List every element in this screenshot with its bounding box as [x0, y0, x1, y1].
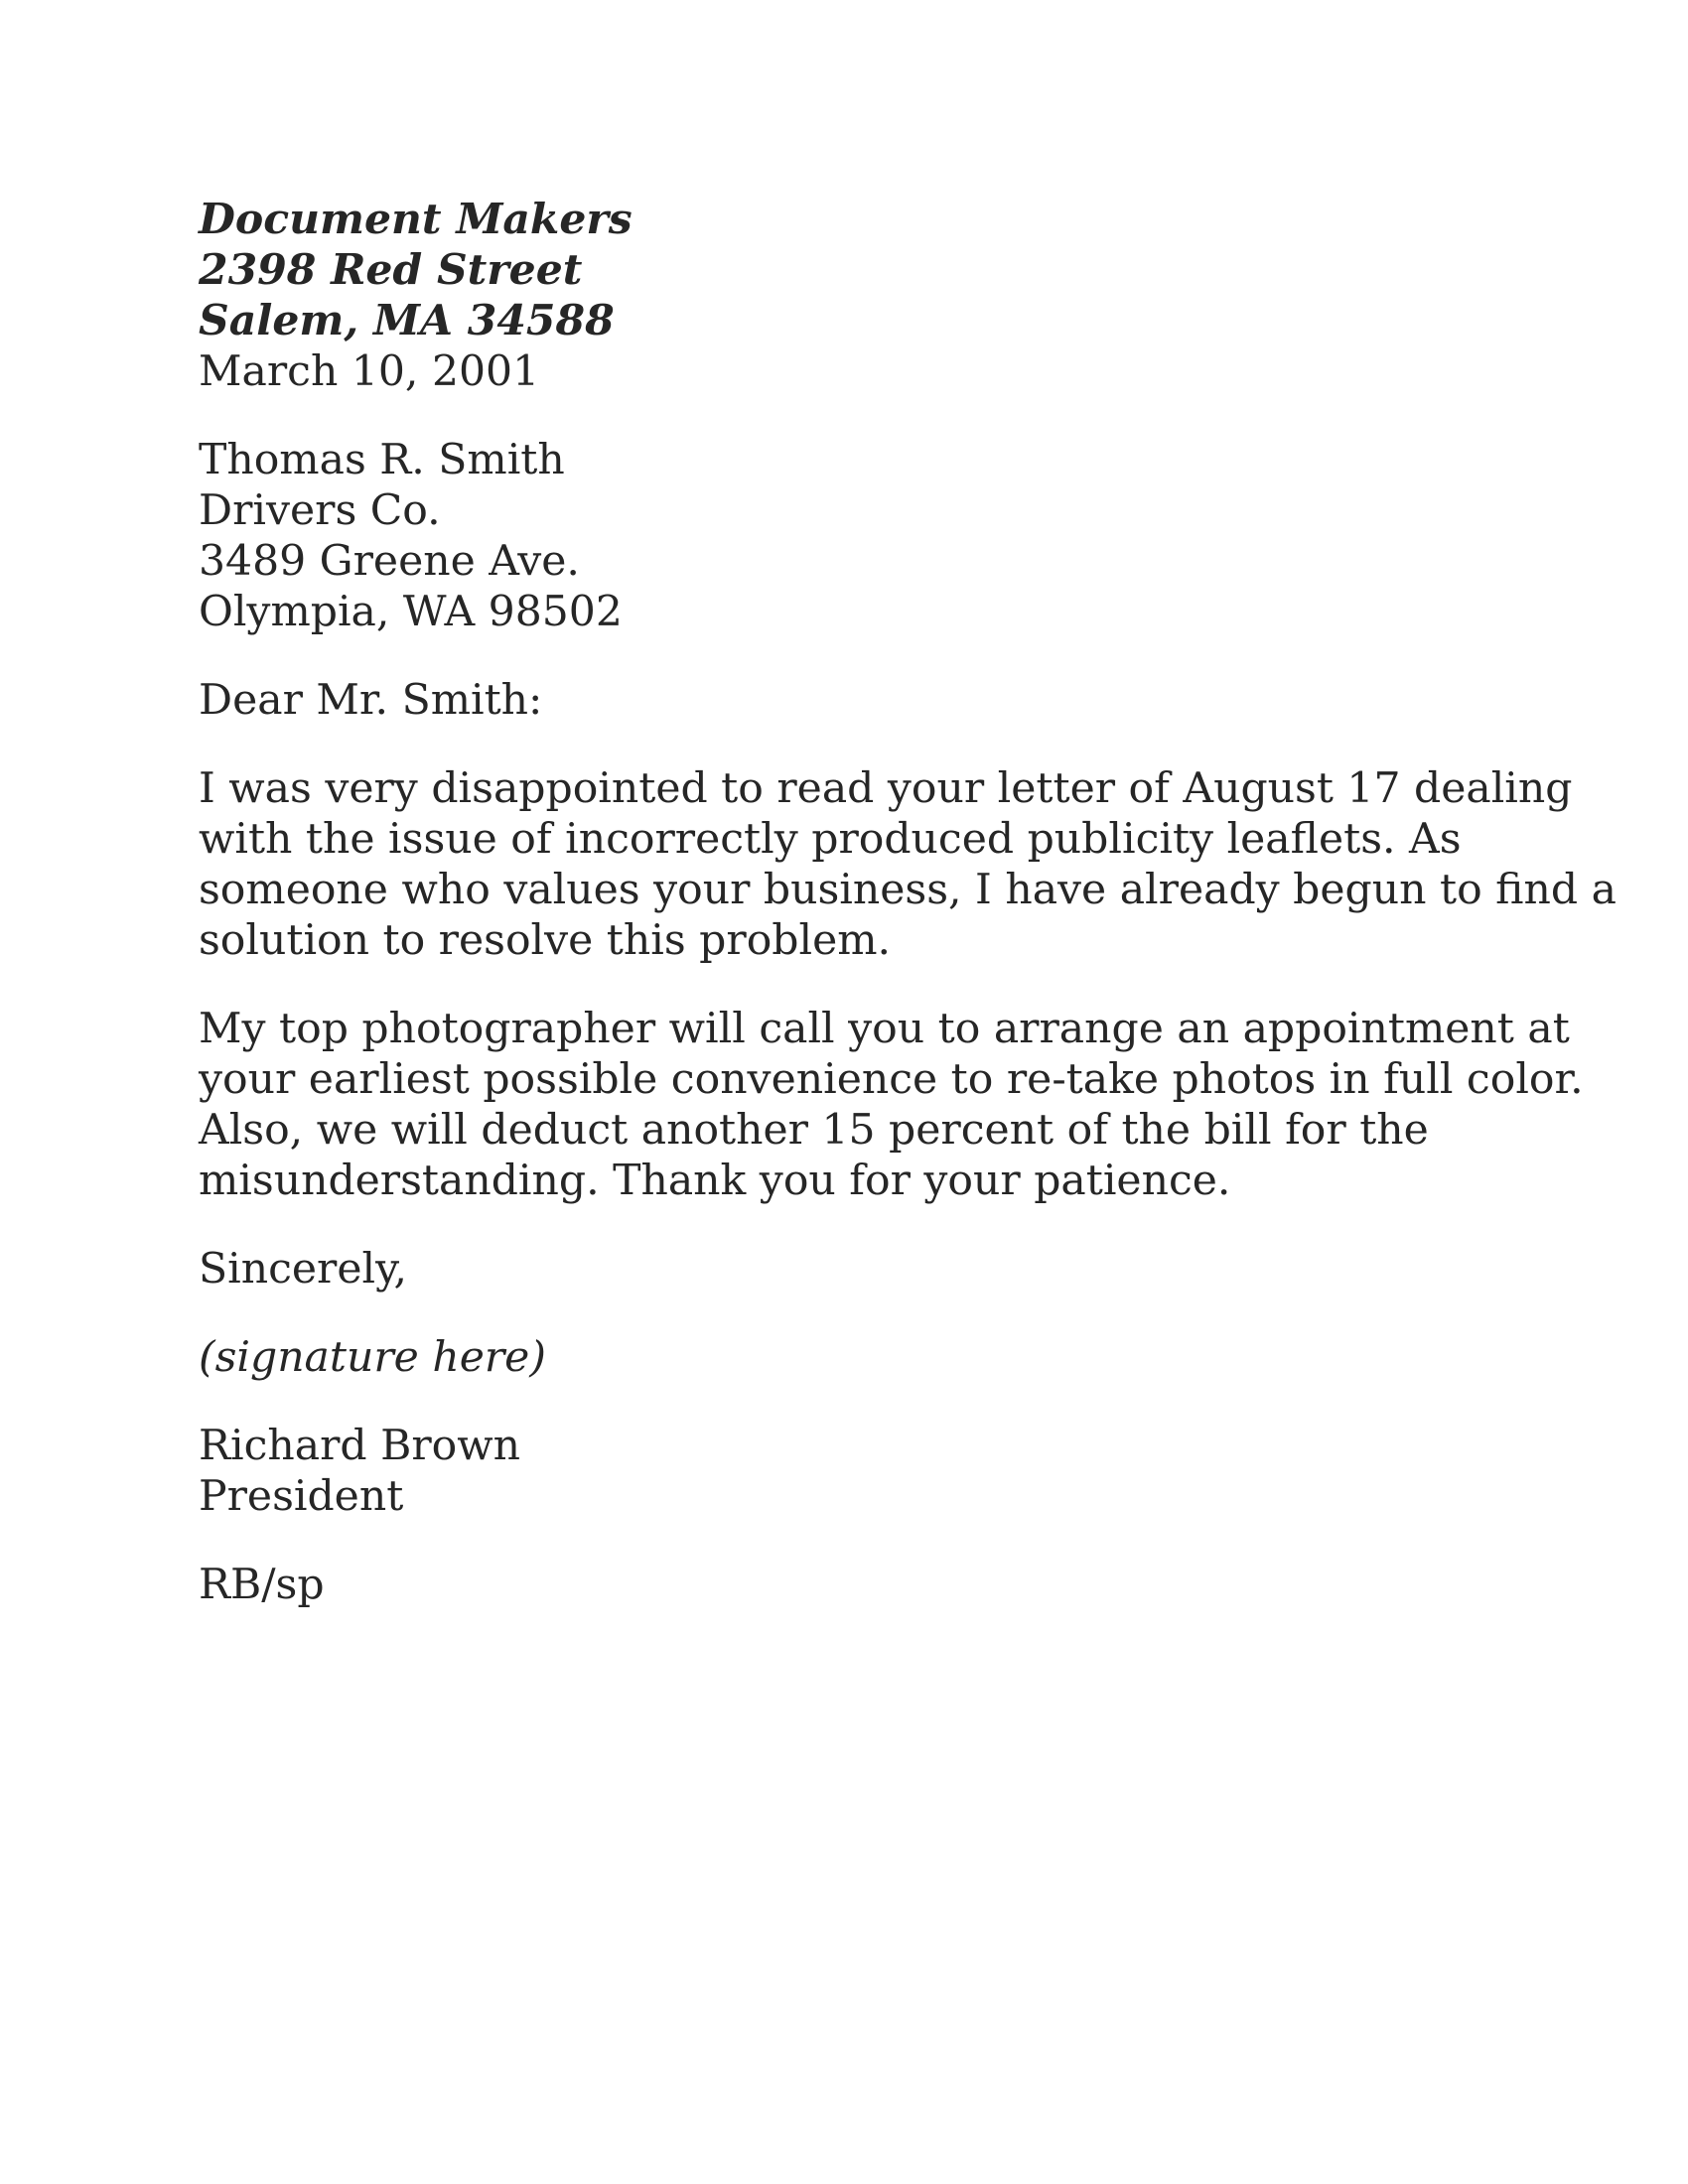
reference-initials: RB/sp [199, 1561, 325, 1609]
body-paragraph-2 [199, 1004, 1584, 1206]
sender-company: Document Makers [199, 195, 633, 244]
recipient-city-state-zip: Olympia, WA 98502 [199, 588, 623, 636]
recipient-name: Thomas R. Smith [199, 436, 565, 484]
paragraph-line: your earliest possible convenience to re-take photos in full color. [199, 1055, 1584, 1104]
paragraph-line: solution to resolve this problem. [199, 916, 892, 965]
closing-block [199, 1244, 1509, 1295]
paragraph-line: misunderstanding. Thank you for your patience. [199, 1157, 1231, 1205]
letter-date: March 10, 2001 [199, 347, 540, 396]
sender-city-state-zip: Salem, MA 34588 [199, 296, 615, 345]
signer-block [199, 1421, 1509, 1522]
salutation-block [199, 675, 1509, 726]
paragraph-line: I was very disappointed to read your letter of August 17 dealing [199, 764, 1573, 813]
sender-address [199, 195, 1509, 346]
closing: Sincerely, [199, 1245, 407, 1294]
recipient-company: Drivers Co. [199, 486, 441, 535]
body-paragraph-1 [199, 763, 1617, 966]
signer-title: President [199, 1472, 404, 1521]
paragraph-line: someone who values your business, I have already begun to find a [199, 866, 1617, 914]
signature-block [199, 1332, 1509, 1383]
reference-block [199, 1560, 1509, 1610]
recipient-address [199, 435, 1509, 637]
paragraph-line: Also, we will deduct another 15 percent of the bill for the [199, 1106, 1429, 1155]
sender-street: 2398 Red Street [199, 245, 583, 295]
signer-name: Richard Brown [199, 1422, 521, 1470]
recipient-street: 3489 Greene Ave. [199, 537, 580, 586]
paragraph-line: with the issue of incorrectly produced publicity leaflets. As [199, 815, 1462, 864]
sender-and-date-block [199, 195, 1509, 397]
signature-placeholder: (signature here) [199, 1333, 546, 1382]
letter [199, 195, 1617, 1648]
paragraph-line: My top photographer will call you to arrange an appointment at [199, 1005, 1570, 1053]
salutation: Dear Mr. Smith: [199, 676, 543, 725]
